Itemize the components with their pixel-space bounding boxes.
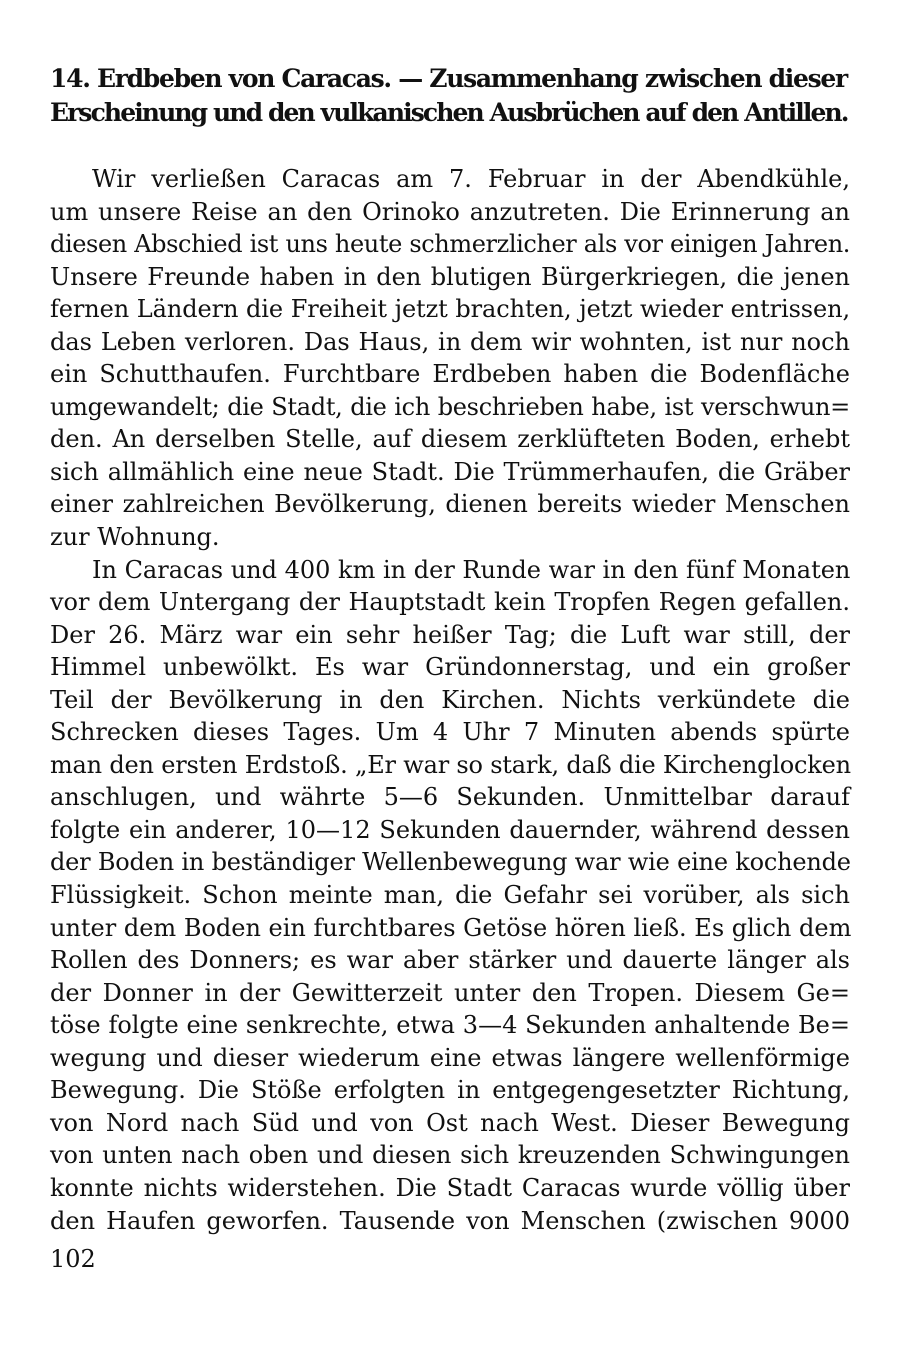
- text-line: töse folgte eine senkrechte, etwa 3—4 Sekunden anhaltende Be=: [50, 1011, 850, 1040]
- text-line: unter dem Boden ein furchtbares Getöse hören ließ. Es glich dem: [50, 913, 852, 942]
- text-line: konnte nichts widerstehen. Die Stadt Caracas wurde völlig über: [50, 1173, 850, 1202]
- heading-line: Erscheinung und den vulkanischen Ausbrüchen auf den Antillen.: [50, 98, 848, 127]
- text-line: um unsere Reise an den Orinoko anzutreten. Die Erinnerung an: [50, 197, 850, 226]
- text-line: fernen Ländern die Freiheit jetzt brachten, jetzt wieder entrissen,: [50, 295, 850, 324]
- paragraph: [50, 163, 850, 554]
- text-line: sich allmählich eine neue Stadt. Die Trümmerhaufen, die Gräber: [50, 457, 850, 486]
- text-line: wegung und dieser wiederum eine etwas längere wellenförmige: [50, 1043, 850, 1072]
- text-line: Rollen des Donners; es war aber stärker und dauerte länger als: [50, 946, 850, 975]
- text-line: umgewandelt; die Stadt, die ich beschrieben habe, ist verschwun=: [50, 392, 850, 421]
- text-line: Der 26. März war ein sehr heißer Tag; die Luft war still, der: [50, 620, 850, 649]
- text-line: Teil der Bevölkerung in den Kirchen. Nichts verkündete die: [50, 685, 850, 714]
- page-number: 102: [50, 1245, 96, 1273]
- text-line: man den ersten Erdstoß. „Er war so stark, daß die Kirchenglocken: [50, 750, 851, 779]
- text-line: folgte ein anderer, 10—12 Sekunden dauernder, während dessen: [50, 815, 850, 844]
- text-line: das Leben verloren. Das Haus, in dem wir wohnten, ist nur noch: [50, 327, 850, 356]
- text-line: Wir verließen Caracas am 7. Februar in der Abendkühle,: [92, 165, 850, 193]
- text-line: ein Schutthaufen. Furchtbare Erdbeben haben die Bodenfläche: [50, 360, 850, 389]
- text-line: Himmel unbewölkt. Es war Gründonnerstag, und ein großer: [50, 653, 850, 682]
- text-line: vor dem Untergang der Hauptstadt kein Tropfen Regen gefallen.: [50, 588, 850, 617]
- text-line: der Boden in beständiger Wellenbewegung war wie eine kochende: [50, 848, 851, 877]
- text-line: zur Wohnung.: [50, 523, 220, 552]
- paragraph: [50, 554, 850, 1237]
- text-line: den Haufen geworfen. Tausende von Menschen (zwischen 9000: [50, 1206, 850, 1235]
- text-line: den. An derselben Stelle, auf diesem zerklüfteten Boden, erhebt: [50, 425, 850, 454]
- text-line: Schrecken dieses Tages. Um 4 Uhr 7 Minuten abends spürte: [50, 718, 850, 747]
- text-line: Flüssigkeit. Schon meinte man, die Gefahr sei vorüber, als sich: [50, 881, 850, 910]
- text-line: Unsere Freunde haben in den blutigen Bürgerkriegen, die jenen: [50, 262, 850, 291]
- text-line: der Donner in der Gewitterzeit unter den Tropen. Diesem Ge=: [50, 978, 850, 1007]
- text-line: einer zahlreichen Bevölkerung, dienen bereits wieder Menschen: [50, 490, 850, 519]
- text-line: anschlugen, und währte 5—6 Sekunden. Unmittelbar darauf: [50, 783, 850, 812]
- body-text: [50, 163, 850, 1237]
- text-line: diesen Abschied ist uns heute schmerzlicher als vor einigen Jahren.: [50, 230, 850, 259]
- heading-line: 14. Erdbeben von Caracas. — Zusammenhang zwischen dieser: [50, 64, 847, 93]
- chapter-heading: [50, 62, 850, 130]
- text-line: von Nord nach Süd und von Ost nach West. Dieser Bewegung: [50, 1108, 850, 1137]
- text-line: von unten nach oben und diesen sich kreuzenden Schwingungen: [50, 1141, 850, 1170]
- text-line: Bewegung. Die Stöße erfolgten in entgegengesetzter Richtung,: [50, 1076, 850, 1105]
- text-line: In Caracas und 400 km in der Runde war in den fünf Monaten: [92, 555, 851, 584]
